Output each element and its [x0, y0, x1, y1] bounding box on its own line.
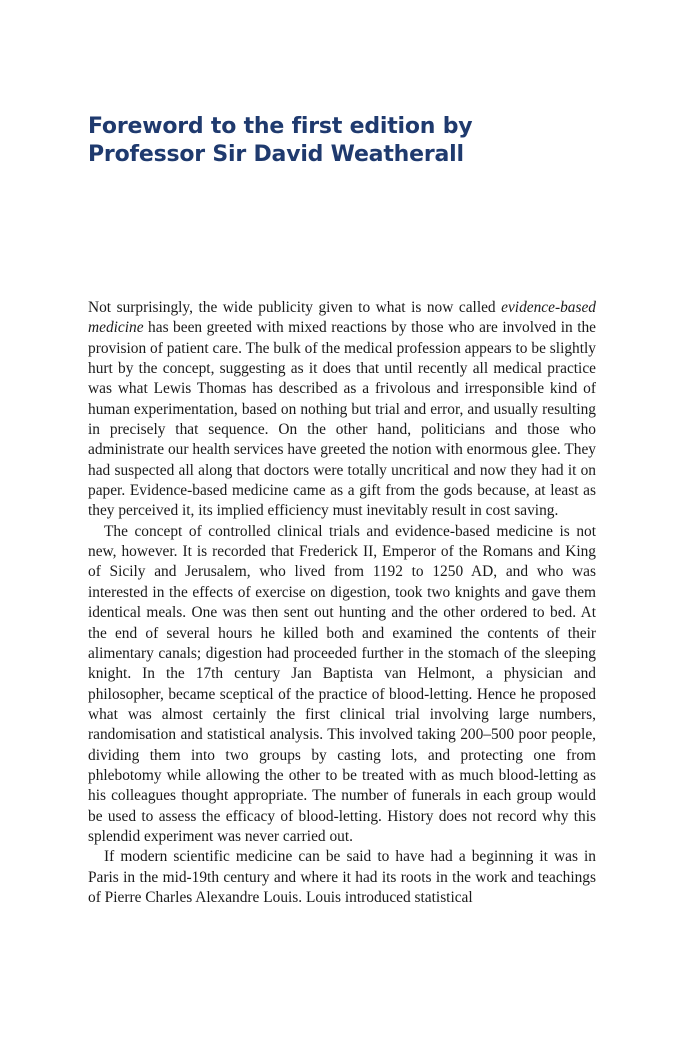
paragraph-3: If modern scientific medicine can be said to have had a beginning it was in Paris in the mid-19th century and where it had its roots in the work and teachings of Pierre Charles Alexandre Louis. Louis introduced statistical — [88, 848, 596, 906]
chapter-heading — [88, 113, 608, 169]
chapter-heading-line-1: Foreword to the first edition by — [88, 114, 473, 139]
paragraph-2: The concept of controlled clinical trials and evidence-based medicine is not new, however. It is recorded that Frederick II, Emperor of the Romans and King of Sicily and Jerusalem, who lived from 1192 to 1250 AD, and who was interested in the effects of exercise on digestion, took two knights and gave them identical meals. One was then sent out hunting and the other ordered to bed. At the end of several hours he killed both and examined the contents of their alimentary canals; digestion had proceeded further in the stomach of the sleeping knight. In the 17th century Jan Baptista van Helmont, a physician and philosopher, became sceptical of the practice of blood-letting. Hence he proposed what was almost certainly the first clinical trial involving large numbers, randomisation and statistical analysis. This involved taking 200–500 poor people, dividing them into two groups by casting lots, and protecting one from phlebotomy while allowing the other to be treated with as much blood-letting as his colleagues thought appropriate. The number of funerals in each group would be used to assess the efficacy of blood-letting. History does not record why this splendid experiment was never carried out. — [88, 522, 596, 845]
foreword-body — [88, 298, 596, 908]
paragraph-1-lead: Not surprisingly, the wide publicity given to what is now called — [88, 299, 502, 316]
chapter-heading-line-2: Professor Sir David Weatherall — [88, 142, 464, 167]
paragraph-1-rest: has been greeted with mixed reactions by those who are involved in the provision of patient care. The bulk of the medical profession appears to be slightly hurt by the concept, suggesting as it does that until recently all medical practice was what Lewis Thomas has described as a frivolous and irresponsible kind of human experimentation, based on nothing but trial and error, and usually resulting in precisely that sequence. On the other hand, politicians and those who administrate our health services have greeted the notion with enormous glee. They had suspected all along that doctors were totally uncritical and now they had it on paper. Evidence-based medicine came as a gift from the gods because, at least as they perceived it, its implied efficiency must inevitably result in cost saving. — [88, 319, 596, 520]
paragraph-1 — [88, 298, 596, 522]
paragraph-1-emphasis: evidence-based medicine — [88, 299, 596, 337]
